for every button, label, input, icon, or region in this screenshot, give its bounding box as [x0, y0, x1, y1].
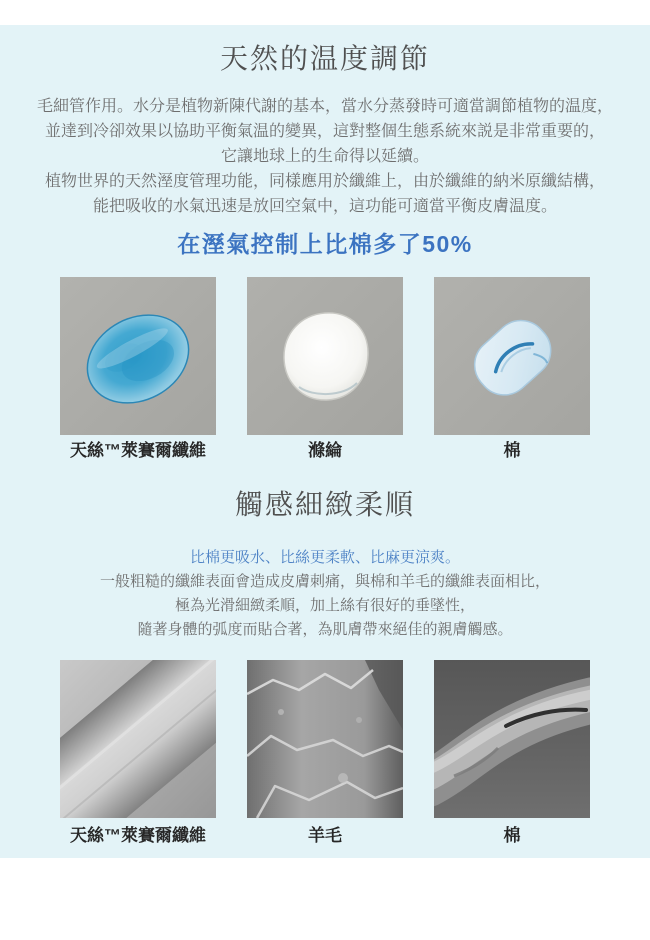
section1-title: 天然的温度調節: [219, 43, 430, 74]
section2-paragraph: [0, 570, 650, 642]
cotton-cross-section-image: [434, 277, 590, 435]
section1-paragraph: [0, 94, 650, 219]
tencel-cross-section-image: [60, 277, 216, 435]
cross-section-image-row: [0, 277, 650, 435]
cotton-cross-section-graphic: [434, 277, 590, 435]
section2-highlight: 比棉更吸水、比絲更柔軟、比麻更涼爽。: [189, 549, 460, 566]
polyester-cross-section-image: [247, 277, 403, 435]
paragraph-line: 隨著身體的弧度而貼合著，為肌膚帶來絕佳的親膚觸感。: [137, 621, 513, 638]
cross-section-label-row: [0, 439, 650, 463]
tencel-sem-graphic: [60, 660, 216, 818]
polyester-cross-section-graphic: [247, 277, 403, 435]
wool-sem-image: [247, 660, 403, 818]
section2-title: 觸感細緻柔順: [234, 489, 415, 520]
polyester-cross-label: 滌綸: [308, 441, 342, 460]
content-band: [0, 25, 650, 858]
tencel-cross-label: 天絲™萊賽爾纖維: [70, 441, 206, 460]
wool-sem-label: 羊毛: [308, 826, 342, 845]
wool-sem-graphic: [247, 660, 403, 818]
cotton-cross-label: 棉: [503, 441, 521, 460]
paragraph-line: 一般粗糙的纖維表面會造成皮膚刺痛，與棉和羊毛的纖維表面相比，: [99, 573, 550, 590]
tencel-cross-section-graphic: [60, 277, 216, 435]
paragraph-line: 它讓地球上的生命得以延續。: [220, 148, 429, 165]
paragraph-line: 毛細管作用。水分是植物新陳代謝的基本，當水分蒸發時可適當調節植物的温度，: [36, 98, 613, 115]
cotton-sem-label: 棉: [503, 826, 521, 845]
paragraph-line: 極為光滑細緻柔順，加上絲有很好的垂墜性，: [174, 597, 475, 614]
sem-image-row: [0, 660, 650, 818]
paragraph-line: 植物世界的天然溼度管理功能，同樣應用於纖維上，由於纖維的納米原纖結構，: [44, 173, 605, 190]
tencel-sem-image: [60, 660, 216, 818]
cotton-sem-image: [434, 660, 590, 818]
section1-highlight: 在溼氣控制上比棉多了50%: [177, 231, 473, 257]
sem-label-row: [0, 824, 650, 848]
paragraph-line: 能把吸收的水氣迅速是放回空氣中，這功能可適當平衡皮膚温度。: [92, 198, 557, 215]
cotton-sem-graphic: [434, 660, 590, 818]
tencel-sem-label: 天絲™萊賽爾纖維: [70, 826, 206, 845]
paragraph-line: 並達到冷卻效果以協助平衡氣温的變異，這對整個生態系統來説是非常重要的，: [44, 123, 605, 140]
